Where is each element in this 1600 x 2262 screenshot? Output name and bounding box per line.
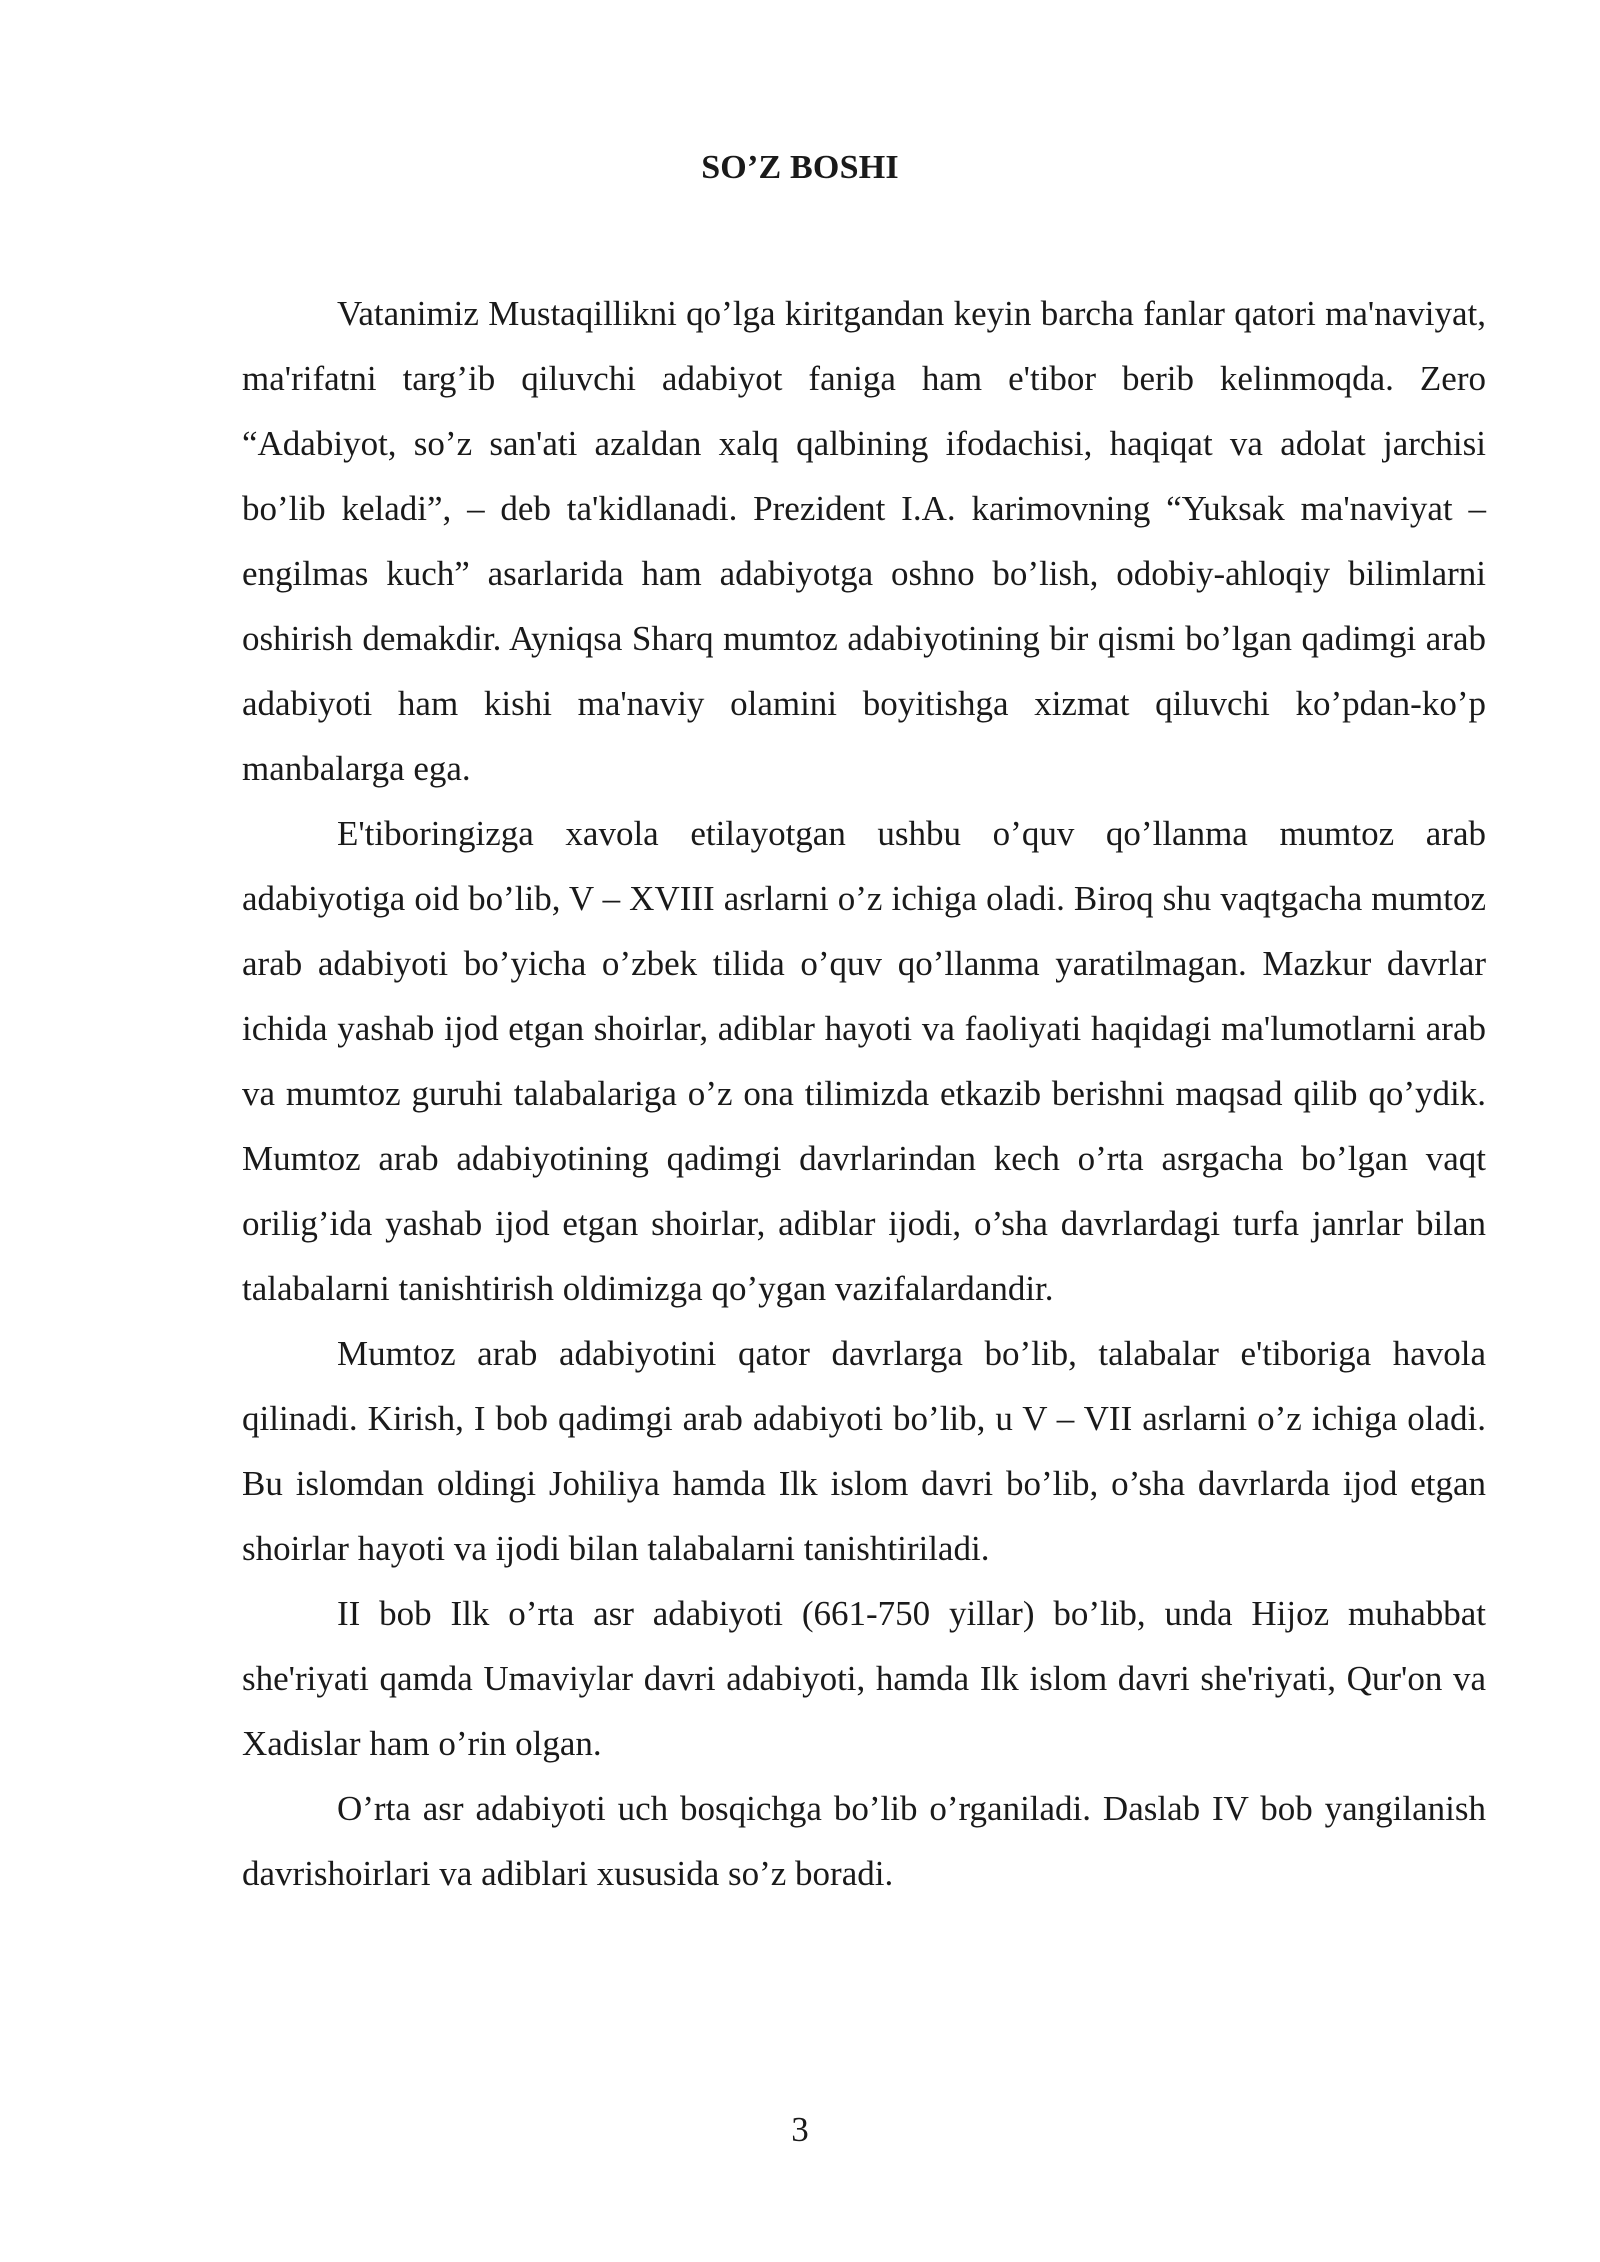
paragraph-2: E'tiboringizga xavola etilayotgan ushbu o’quv qo’llanma mumtoz arab adabiyotiga oid bo’lib, V – XVIII asrlarni o’z ichiga oladi. Biroq shu vaqtgacha mumtoz arab adabiyoti bo’yicha o’zbek tilida o’quv qo’llanma yaratilmagan. Mazkur davrlar ichida yashab ijod etgan shoirlar, adiblar hayoti va faoliyati haqidagi ma'lumotlarni arab va mumtoz guruhi talabalariga o’z ona tilimizda etkazib berishni maqsad qilib qo’ydik. Mumtoz arab adabiyotining qadimgi davrlarindan kech o’rta asrgacha bo’lgan vaqt orilig’ida yashab ijod etgan shoirlar, adiblar ijodi, o’sha davrlardagi turfa janrlar bilan talabalarni tanishtirish oldimizga qo’ygan vazifalardandir. [242,814,1486,1308]
page-title: SO’Z BOSHI [701,149,899,186]
document-body [242,281,1486,1906]
page-number: 3 [791,2110,809,2149]
paragraph-1: Vatanimiz Mustaqillikni qo’lga kiritgandan keyin barcha fanlar qatori ma'naviyat, ma'rifatni targ’ib qiluvchi adabiyot faniga ham e'tibor berib kelinmoqda. Zero “Adabiyot, so’z san'ati azaldan xalq qalbining ifodachisi, haqiqat va adolat jarchisi bo’lib keladi”, – deb ta'kidlanadi. Prezident I.A. karimovning “Yuksak ma'naviyat – engilmas kuch” asarlarida ham adabiyotga oshno bo’lish, odobiy-ahloqiy bilimlarni oshirish demakdir. Ayniqsa Sharq mumtoz adabiyotining bir qismi bo’lgan qadimgi arab adabiyoti ham kishi ma'naviy olamini boyitishga xizmat qiluvchi ko’pdan-ko’p manbalarga ega. [242,294,1486,788]
paragraph-5: O’rta asr adabiyoti uch bosqichga bo’lib o’rganiladi. Daslab IV bob yangilanish davrishoirlari va adiblari xususida so’z boradi. [242,1789,1486,1893]
paragraph-3: Mumtoz arab adabiyotini qator davrlarga bo’lib, talabalar e'tiboriga havola qilinadi. Kirish, I bob qadimgi arab adabiyoti bo’lib, u V – VII asrlarni o’z ichiga oladi. Bu islomdan oldingi Johiliya hamda Ilk islom davri bo’lib, o’sha davrlarda ijod etgan shoirlar hayoti va ijodi bilan talabalarni tanishtiriladi. [242,1334,1486,1568]
paragraph-4: II bob Ilk o’rta asr adabiyoti (661-750 yillar) bo’lib, unda Hijoz muhabbat she'riyati qamda Umaviylar davri adabiyoti, hamda Ilk islom davri she'riyati, Qur'on va Xadislar ham o’rin olgan. [242,1594,1486,1763]
